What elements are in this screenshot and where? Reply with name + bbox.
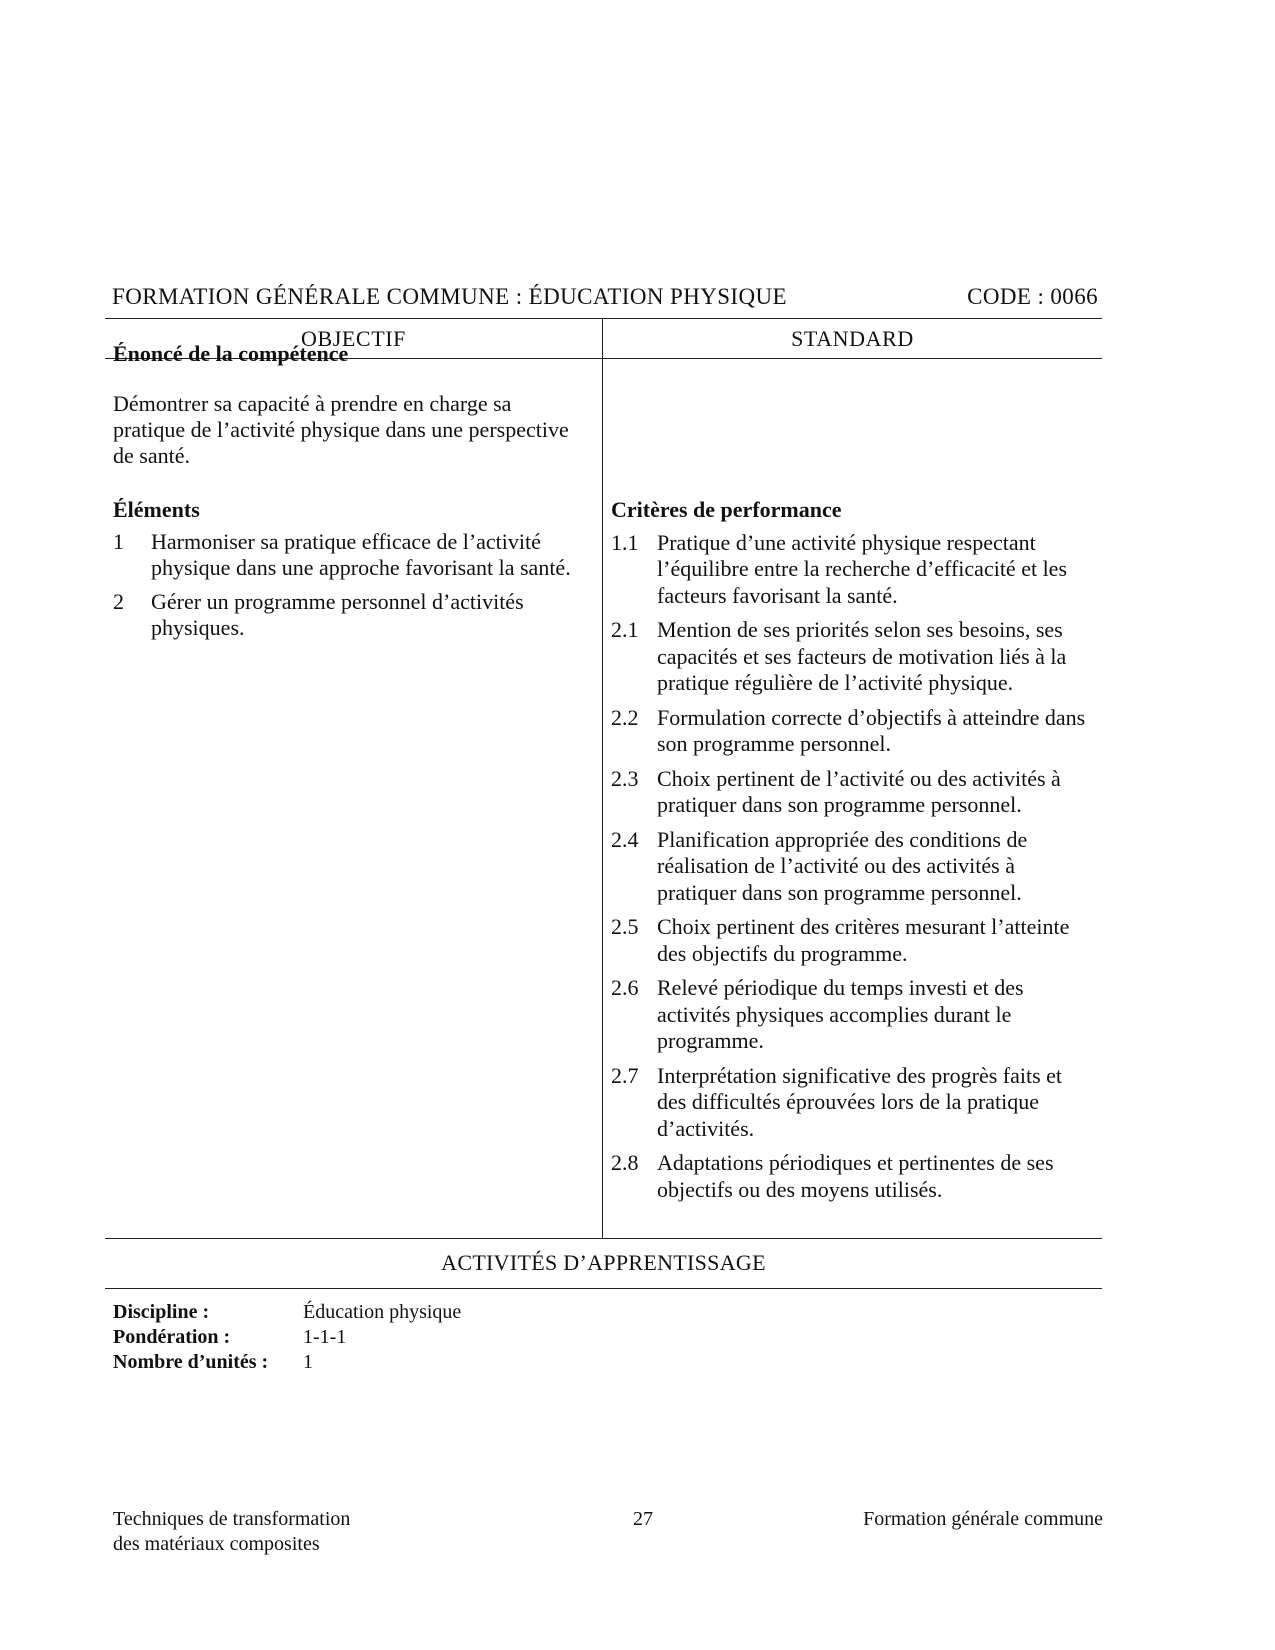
elements-section <box>113 497 583 649</box>
element-number: 1 <box>113 529 124 554</box>
criterion-item <box>611 617 1091 697</box>
enonce-section <box>113 341 583 469</box>
footer-program <box>113 1507 413 1557</box>
elements-heading: Éléments <box>113 497 200 522</box>
document-title: FORMATION GÉNÉRALE COMMUNE : ÉDUCATION PHYSIQUE <box>112 284 787 309</box>
criterion-number: 2.6 <box>611 975 639 1000</box>
activities-rule <box>105 1288 1102 1289</box>
criterion-text: Adaptations périodiques et pertinentes de ses objectifs ou des moyens utilisés. <box>657 1150 1054 1202</box>
course-code: CODE : 0066 <box>967 284 1098 309</box>
discipline-label: Discipline : <box>113 1301 210 1323</box>
criterion-item <box>611 827 1091 907</box>
criterion-item <box>611 766 1091 819</box>
enonce-text: Démontrer sa capacité à prendre en charge sa pratique de l’activité physique dans une perspective de santé. <box>113 391 569 468</box>
element-text: Harmoniser sa pratique efficace de l’activité physique dans une approche favorisant la santé. <box>151 529 571 580</box>
element-text: Gérer un programme personnel d’activités physiques. <box>151 589 524 640</box>
criterion-text: Pratique d’une activité physique respectant l’équilibre entre la recherche d’efficacité et les facteurs favorisant la santé. <box>657 529 1068 608</box>
criteria-section <box>611 497 1091 1211</box>
competency-table <box>105 318 1102 1239</box>
activities-title: ACTIVITÉS D’APPRENTISSAGE <box>441 1250 766 1275</box>
criterion-number: 2.1 <box>611 617 639 642</box>
page-number: 27 <box>633 1508 653 1530</box>
column-divider <box>602 319 603 1238</box>
criterion-text: Choix pertinent de l’activité ou des activités à pratiquer dans son programme personnel. <box>657 765 1061 817</box>
criterion-item <box>611 1063 1091 1143</box>
criterion-number: 2.7 <box>611 1062 639 1088</box>
element-number: 2 <box>113 589 124 614</box>
discipline-row <box>113 1300 461 1325</box>
element-item <box>113 529 583 581</box>
footer-program-line2: des matériaux composites <box>113 1533 320 1555</box>
footer-section: Formation générale commune <box>863 1508 1103 1530</box>
unites-label: Nombre d’unités : <box>113 1351 269 1373</box>
criterion-item <box>611 530 1091 610</box>
ponderation-value: 1-1-1 <box>303 1326 347 1348</box>
criterion-number: 2.8 <box>611 1150 639 1175</box>
enonce-heading: Énoncé de la compétence <box>113 341 349 366</box>
standard-column-title: STANDARD <box>791 326 914 351</box>
criterion-number: 1.1 <box>611 529 639 555</box>
unites-value: 1 <box>303 1351 313 1373</box>
criterion-number: 2.2 <box>611 704 639 730</box>
criterion-item <box>611 914 1091 967</box>
criterion-text: Interprétation significative des progrès faits et des difficultés éprouvées lors de la pratique d’activités. <box>657 1062 1063 1141</box>
criterion-number: 2.4 <box>611 826 639 852</box>
footer-program-line1: Techniques de transformation <box>113 1508 351 1530</box>
criterion-item <box>611 705 1091 758</box>
discipline-value: Éducation physique <box>303 1301 462 1323</box>
ponderation-row <box>113 1325 461 1350</box>
ponderation-label: Pondération : <box>113 1326 231 1348</box>
criterion-text: Relevé périodique du temps investi et des activités physiques accomplies durant le programme. <box>657 975 1024 1053</box>
criterion-text: Planification appropriée des conditions de réalisation de l’activité ou des activités à pratiquer dans son programme personnel. <box>657 826 1028 905</box>
criterion-number: 2.3 <box>611 765 639 791</box>
criterion-text: Choix pertinent des critères mesurant l’atteinte des objectifs du programme. <box>657 914 1070 966</box>
criterion-text: Formulation correcte d’objectifs à atteindre dans son programme personnel. <box>657 704 1086 756</box>
criterion-item <box>611 975 1091 1055</box>
criterion-number: 2.5 <box>611 914 639 939</box>
criterion-text: Mention de ses priorités selon ses besoins, ses capacités et ses facteurs de motivation liés à la pratique régulière de l’activité physique. <box>657 617 1067 695</box>
criteria-heading: Critères de performance <box>611 497 842 522</box>
page-header <box>112 284 1098 310</box>
objectif-column-title: OBJECTIF <box>300 326 407 351</box>
unites-row <box>113 1350 461 1375</box>
element-item <box>113 589 583 641</box>
course-info <box>113 1300 461 1375</box>
criterion-item <box>611 1150 1091 1203</box>
